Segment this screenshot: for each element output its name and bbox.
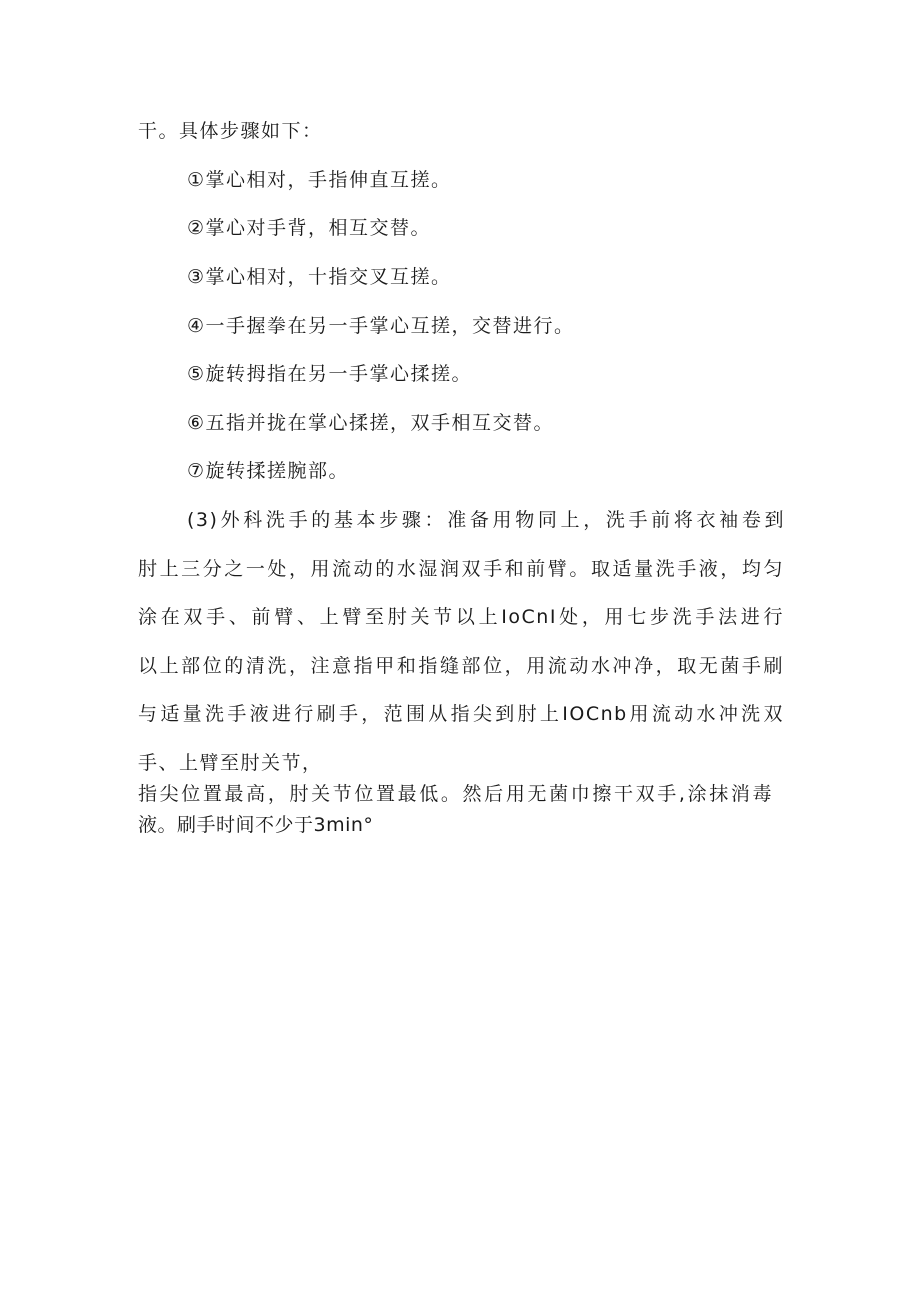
step-5: ⑤旋转拇指在另一手掌心揉搓。	[187, 363, 473, 385]
step-4: ④一手握拳在另一手掌心互搓，交替进行。	[187, 315, 575, 337]
surgical-paragraph-line-7: 指尖位置最高，肘关节位置最低。然后用无菌巾擦干双手,涂抹消毒	[138, 783, 772, 805]
surgical-paragraph-line-5: 与适量洗手液进行刷手，范围从指尖到肘上IOCnb用流动水冲洗双	[138, 703, 784, 725]
surgical-paragraph-line-2: 肘上三分之一处，用流动的水湿润双手和前臂。取适量洗手液，均匀	[138, 558, 784, 580]
step-3: ③掌心相对，十指交叉互搓。	[187, 266, 452, 288]
step-6: ⑥五指并拢在掌心揉搓，双手相互交替。	[187, 412, 555, 434]
intro-tail-line: 干。具体步骤如下：	[138, 120, 323, 142]
surgical-paragraph-line-3: 涂在双手、前臂、上臂至肘关节以上IoCnI处，用七步洗手法进行	[138, 606, 784, 628]
surgical-paragraph-line-1: (3)外科洗手的基本步骤：准备用物同上，洗手前将衣袖卷到	[187, 509, 785, 531]
surgical-paragraph-line-6: 手、上臂至肘关节，	[138, 752, 323, 774]
surgical-paragraph-line-8: 液。刷手时间不少于3min°	[138, 814, 374, 836]
step-1: ①掌心相对，手指伸直互搓。	[187, 169, 452, 191]
step-7: ⑦旋转揉搓腕部。	[187, 460, 350, 482]
surgical-paragraph-line-4: 以上部位的清洗，注意指甲和指缝部位，用流动水冲净，取无菌手刷	[138, 655, 784, 677]
step-2: ②掌心对手背，相互交替。	[187, 217, 432, 239]
